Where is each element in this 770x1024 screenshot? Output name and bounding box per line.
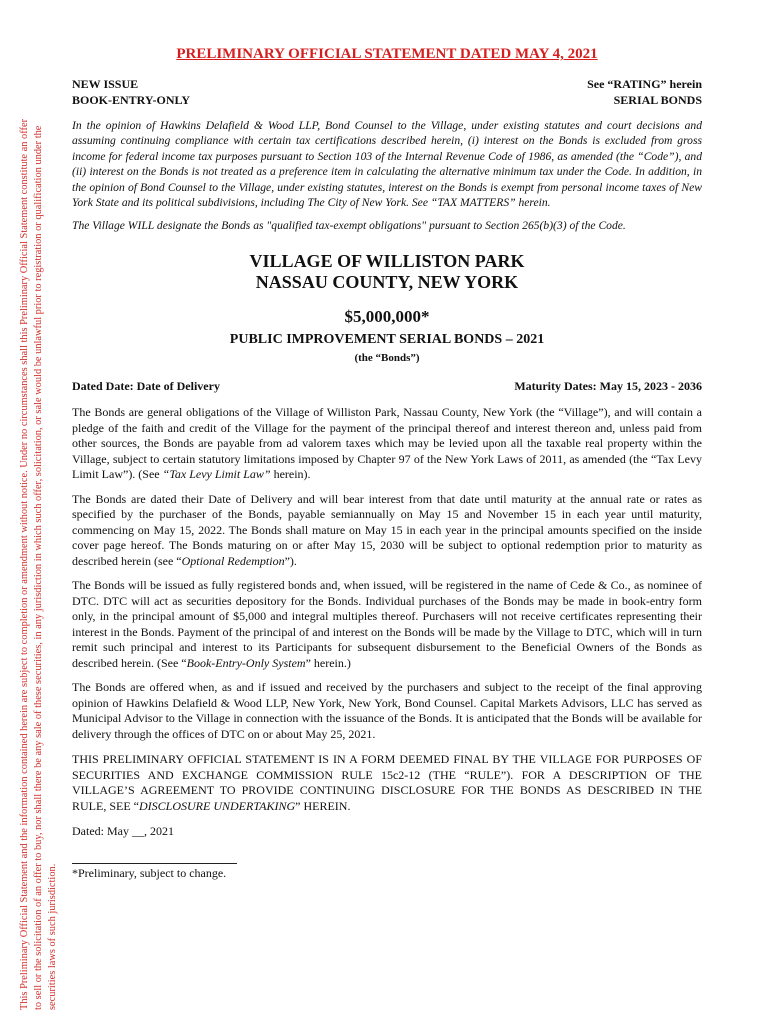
legend-line-2: to sell or the solicitation of an offer to buy, nor shall there be any sale of these securities, in any jurisdiction in which such offer, solicitation, or sale would be unlawful prior to registration or qualification under the [33, 125, 44, 1010]
issuer-name: VILLAGE OF WILLISTON PARK [249, 251, 525, 272]
issuer-county: NASSAU COUNTY, NEW YORK [255, 272, 519, 293]
maturity-dates: Maturity Dates: May 15, 2023 - 2036 [514, 379, 702, 394]
footnote: *Preliminary, subject to change. [72, 866, 227, 881]
issue-right [587, 77, 702, 108]
red-herring-legend [18, 0, 80, 1010]
tax-opinion-paragraph: In the opinion of Hawkins Delafield & Wood LLP, Bond Counsel to the Village, under existing statutes and court decisions and assuming continuing compliance with certain tax certifications described herein, (i) interest on the Bonds is excluded from gross income for federal income tax purposes pursuant to Section 103 of the Internal Revenue Code of 1986, as amended (the “Code”), and (ii) interest on the Bonds is not treated as a preference item in calculating the alternative minimum tax under the Code. In addition, in the opinion of Bond Counsel to the Village, under existing statutes, interest on the Bonds is exempt from personal income taxes of New York State and its political subdivisions, including The City of New York. See “TAX MATTERS” herein. [72, 119, 702, 210]
issue-header [72, 77, 702, 108]
legend-line-3: securities laws of such jurisdiction. [47, 863, 58, 1010]
rating-reference: See “RATING” herein [587, 77, 702, 91]
bond-title: PUBLIC IMPROVEMENT SERIAL BONDS – 2021 [229, 332, 545, 348]
paragraph-interest: The Bonds are dated their Date of Delivery and will bear interest from that date until maturity at the annual rate or rates as specified by the purchaser of the Bonds, payable semiannually on May 15 and November 15 in each year until maturity, commencing on May 15, 2022. The Bonds shall mature on May 15 in each year in the principal amounts specified on the inside cover page hereof. The Bonds maturing on or after May 15, 2030 will be subject to optional redemption prior to maturity as described herein (see “Optional Redemption”). [72, 491, 702, 568]
paragraph-offering: The Bonds are offered when, as and if issued and received by the purchasers and subject to the receipt of the final approving opinion of Hawkins Delafield & Wood LLP, New York, New York, Bond Counsel. Capital Markets Advisors, LLC has served as Municipal Advisor to the Village in connection with the issuance of the Bonds. It is anticipated that the Bonds will be available for delivery through the offices of DTC on or about May 25, 2021. [72, 680, 702, 741]
document-page [72, 40, 702, 881]
designation-statement: The Village WILL designate the Bonds as "qualified tax-exempt obligations" pursuant to Section 265(b)(3) of the Code. [72, 219, 626, 233]
dated-line: Dated: May __, 2021 [72, 824, 174, 839]
footnote-divider [72, 863, 237, 864]
paragraph-general-obligations: The Bonds are general obligations of the Village of Williston Park, Nassau County, New York (the “Village”), and will contain a pledge of the faith and credit of the Village for the payment of the principal thereof and interest thereon and, unless paid from other sources, the Bonds are payable from ad valorem taxes which may be levied upon all the taxable real property within the Village, subject to certain statutory limitations imposed by Chapter 97 of the New York Laws of 2011, as amended (the “Tax Levy Limit Law”). (See “Tax Levy Limit Law” herein). [72, 405, 702, 482]
dated-date: Dated Date: Date of Delivery [72, 379, 220, 394]
issue-left [72, 77, 190, 108]
new-issue-label: NEW ISSUE [72, 77, 139, 91]
paragraph-disclosure: THIS PRELIMINARY OFFICIAL STATEMENT IS IN A FORM DEEMED FINAL BY THE VILLAGE FOR PURPOSES OF SECURITIES AND EXCHANGE COMMISSION RULE 15c2-12 (THE “RULE”). FOR A DESCRIPTION OF THE VILLAGE’S AGREEMENT TO PROVIDE CONTINUING DISCLOSURE FOR THE BONDS AS DESCRIBED IN THE RULE, SEE “DISCLOSURE UNDERTAKING” HEREIN. [72, 752, 702, 813]
serial-bonds-label: SERIAL BONDS [613, 92, 702, 107]
paragraph-book-entry: The Bonds will be issued as fully registered bonds and, when issued, will be registered in the name of Cede & Co., as nominee of DTC. DTC will act as securities depository for the Bonds. Individual purchases of the Bonds may be made in book-entry form only, in the principal amount of $5,000 and integral multiples thereof. Purchasers will not receive certificates representing their interest in the Bonds. Payment of the principal of and interest on the Bonds will be made by the Village to DTC, which will in turn remit such principal and interest to its Participants for subsequent disbursement to the Beneficial Owners of the Bonds as described herein. (See “Book-Entry-Only System” herein.) [72, 578, 702, 670]
preliminary-title: PRELIMINARY OFFICIAL STATEMENT DATED MAY 4, 2021 [176, 46, 598, 62]
bonds-alias: (the “Bonds”) [354, 352, 420, 365]
dates-row [72, 379, 702, 394]
legend-line-1: This Preliminary Official Statement and the information contained herein are subject to completion or amendment without notice. Under no circumstances shall this Preliminary Official Statement constitute an offer [19, 118, 30, 1010]
book-entry-label: BOOK-ENTRY-ONLY [72, 92, 191, 107]
bond-amount: $5,000,000* [344, 307, 430, 327]
issuer-heading [72, 251, 702, 293]
